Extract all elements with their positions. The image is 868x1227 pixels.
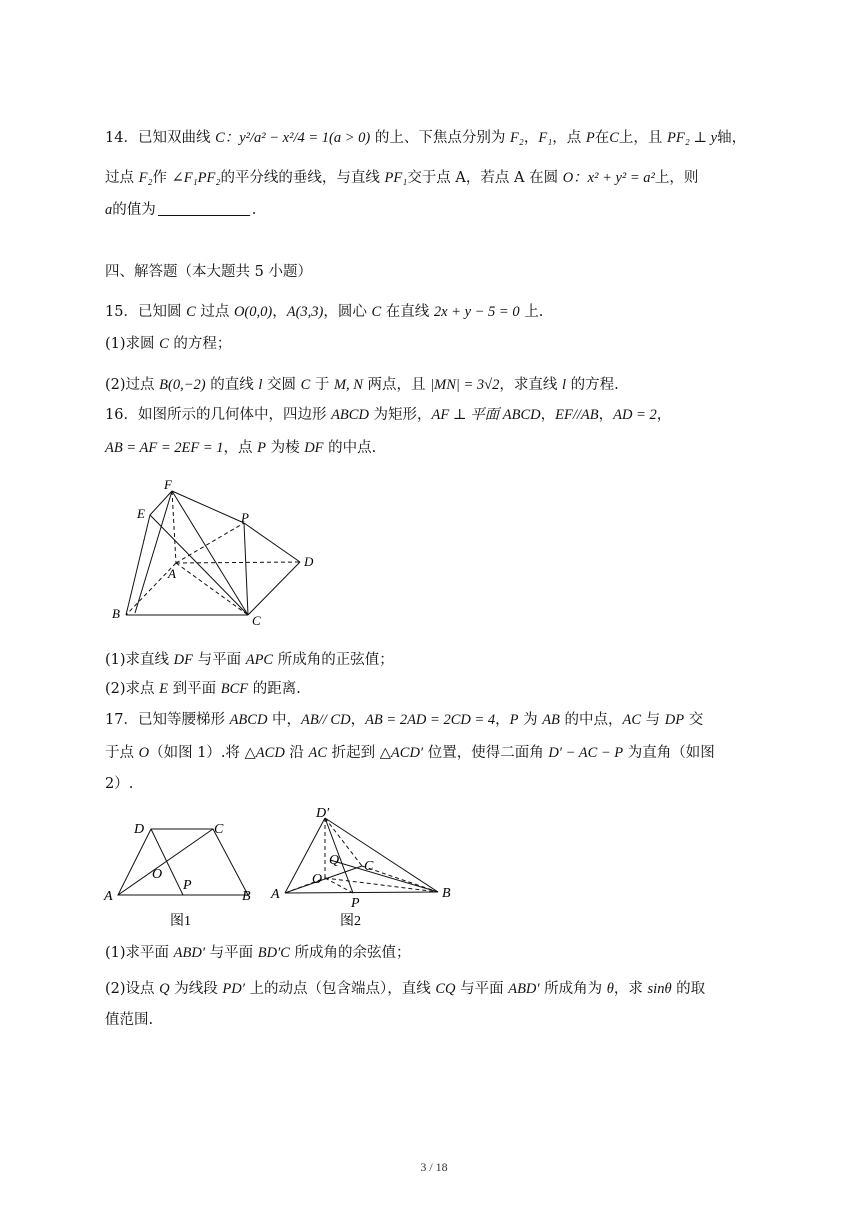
page-number: 3 / 18	[420, 1160, 448, 1174]
fig2-label-C: C	[364, 859, 374, 874]
label-B: B	[112, 606, 120, 621]
circle-equation: O：x² + y² = a²	[562, 170, 655, 186]
label-P: P	[241, 510, 249, 525]
label-E: E	[137, 506, 145, 521]
fig2-label-B: B	[442, 886, 451, 901]
label-C: C	[252, 613, 261, 628]
q17-line-2: 于点 O（如图 1）.将 △ACD 沿 AC 折起到 △ACD′ 位置，使得二面角 D′ − AC − P 为直角（如图	[105, 745, 715, 761]
q14-line-2: 过点 F₂作 ∠F₁PF₂的平分线的垂线，与直线 PF₁交于点 A，若点 A 在圆 O：x² + y² = a²上，则	[105, 170, 699, 186]
q15-line-3: (2)过点 B(0,−2) 的直线 l 交圆 C 于 M, N 两点，且 |MN| = 3√2，求直线 l 的方程.	[105, 377, 619, 393]
label-D: D	[304, 554, 314, 569]
fig2-label-Q: Q	[329, 853, 340, 868]
q17-sub-1: (1)求平面 ABD′ 与平面 BD′C 所成角的余弦值；	[105, 945, 411, 961]
q17-line-1: 17．已知等腰梯形 ABCD 中，AB// CD，AB = 2AD = 2CD = 4，P 为 AB 的中点，AC 与 DP 交	[105, 712, 704, 728]
q14-line-1: 14．已知双曲线 C：y²/a² − x²/4 = 1(a > 0) 的上、下焦点分别为 F₂，F₁，点 P在C上，且 PF₂ ⊥ y轴，	[105, 130, 747, 146]
label-F: F	[164, 477, 172, 492]
fig2-label-A: A	[271, 887, 280, 902]
q15-line-1: 15．已知圆 C 过点 O(0,0)，A(3,3)，圆心 C 在直线 2x + y − 5 = 0 上.	[105, 304, 544, 320]
q17-figure-1	[100, 815, 260, 930]
fig1-label-D: D	[134, 822, 145, 837]
fig1-label-B: B	[242, 889, 251, 904]
fig2-label-P: P	[351, 896, 360, 911]
q16-line-1: 16．如图所示的几何体中，四边形 ABCD 为矩形，AF ⊥ 平面 ABCD，EF//AB，AD = 2，	[105, 407, 672, 423]
section-heading: 四、解答题（本大题共 5 小题）	[105, 264, 312, 280]
fig2-label-D: D′	[316, 806, 330, 821]
q17-line-3: 2）.	[105, 776, 134, 792]
q16-geometry-figure	[100, 475, 330, 635]
fig1-label-O: O	[152, 867, 163, 882]
fig1-label-C: C	[214, 822, 224, 837]
fig2-caption: 图2	[340, 914, 361, 929]
answer-blank	[158, 201, 250, 216]
q15-line-2: (1)求圆 C 的方程；	[105, 336, 232, 352]
fig1-label-P: P	[183, 878, 192, 893]
q14-line-3: a的值为 .	[105, 202, 257, 218]
fig1-caption: 图1	[170, 914, 191, 929]
q16-sub-2: (2)求点 E 到平面 BCF 的距离.	[105, 681, 301, 697]
q17-sub-2-cont: 值范围.	[105, 1012, 154, 1028]
fig2-label-O: O	[312, 872, 323, 887]
q17-sub-2: (2)设点 Q 为线段 PD′ 上的动点（包含端点），直线 CQ 与平面 ABD′ 所成角为 θ，求 sinθ 的取	[105, 981, 706, 997]
q16-sub-1: (1)求直线 DF 与平面 APC 所成角的正弦值；	[105, 652, 394, 668]
q16-line-2: AB = AF = 2EF = 1，点 P 为棱 DF 的中点.	[105, 440, 377, 456]
hyperbola-equation: C：y²/a² − x²/4 = 1(a > 0)	[215, 130, 371, 146]
fig1-label-A: A	[104, 889, 113, 904]
q17-figure-2	[270, 800, 465, 930]
label-A: A	[168, 566, 176, 581]
